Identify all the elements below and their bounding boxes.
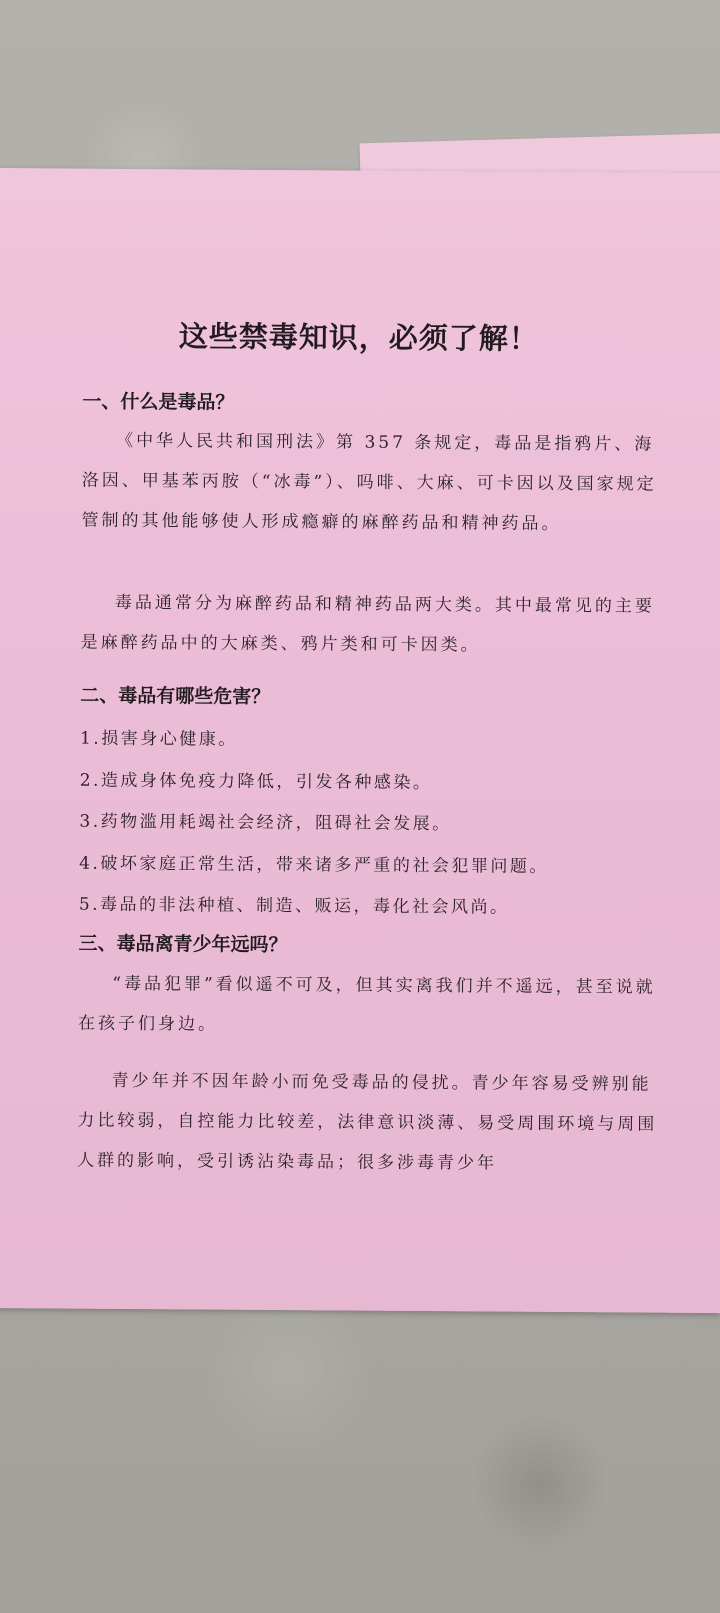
section1-paragraph-2: 毒品通常分为麻醉药品和精神药品两大类。其中最常见的主要是麻醉药品中的大麻类、鸦片类和可卡因类。 xyxy=(80,592,656,656)
document-title: 这些禁毒知识，必须了解！ xyxy=(178,319,539,356)
section3-paragraph-1: “毒品犯罪”看似遥不可及，但其实离我们并不遥远，甚至说就在孩子们身边。 xyxy=(77,973,656,1035)
harm-item-4: 4.破坏家庭正常生活，带来诸多严重的社会犯罪问题。 xyxy=(79,853,549,877)
section1-heading: 一、什么是毒品？ xyxy=(82,390,235,414)
leaflet-content xyxy=(0,168,720,1313)
section3-paragraph-2: 青少年并不因年龄小而免受毒品的侵扰。青少年容易受辨别能力比较弱，自控能力比较差，法律意识淡薄、易受周围环境与周围人群的影响，受引诱沾染毒品；很多涉毒青少年 xyxy=(77,1070,658,1174)
section3-heading: 三、毒品离青少年远吗？ xyxy=(78,932,288,957)
harm-item-3: 3.药物滥用耗竭社会经济，阻碍社会发展。 xyxy=(79,811,452,835)
harm-item-5: 5.毒品的非法种植、制造、贩运，毒化社会风尚。 xyxy=(78,894,510,918)
pink-leaflet xyxy=(0,168,720,1313)
harm-item-2: 2.造成身体免疫力降低，引发各种感染。 xyxy=(79,770,433,794)
section2-heading: 二、毒品有哪些危害？ xyxy=(80,684,271,708)
section1-paragraph-1: 《中华人民共和国刑法》第 357 条规定，毒品是指鸦片、海洛因、甲基苯丙胺（“冰毒”）、吗啡、大麻、可卡因以及国家规定管制的其他能够使人形成瘾癖的麻醉药品和精神药品。 xyxy=(81,430,657,534)
harm-item-1: 1.损害身心健康。 xyxy=(79,728,238,750)
